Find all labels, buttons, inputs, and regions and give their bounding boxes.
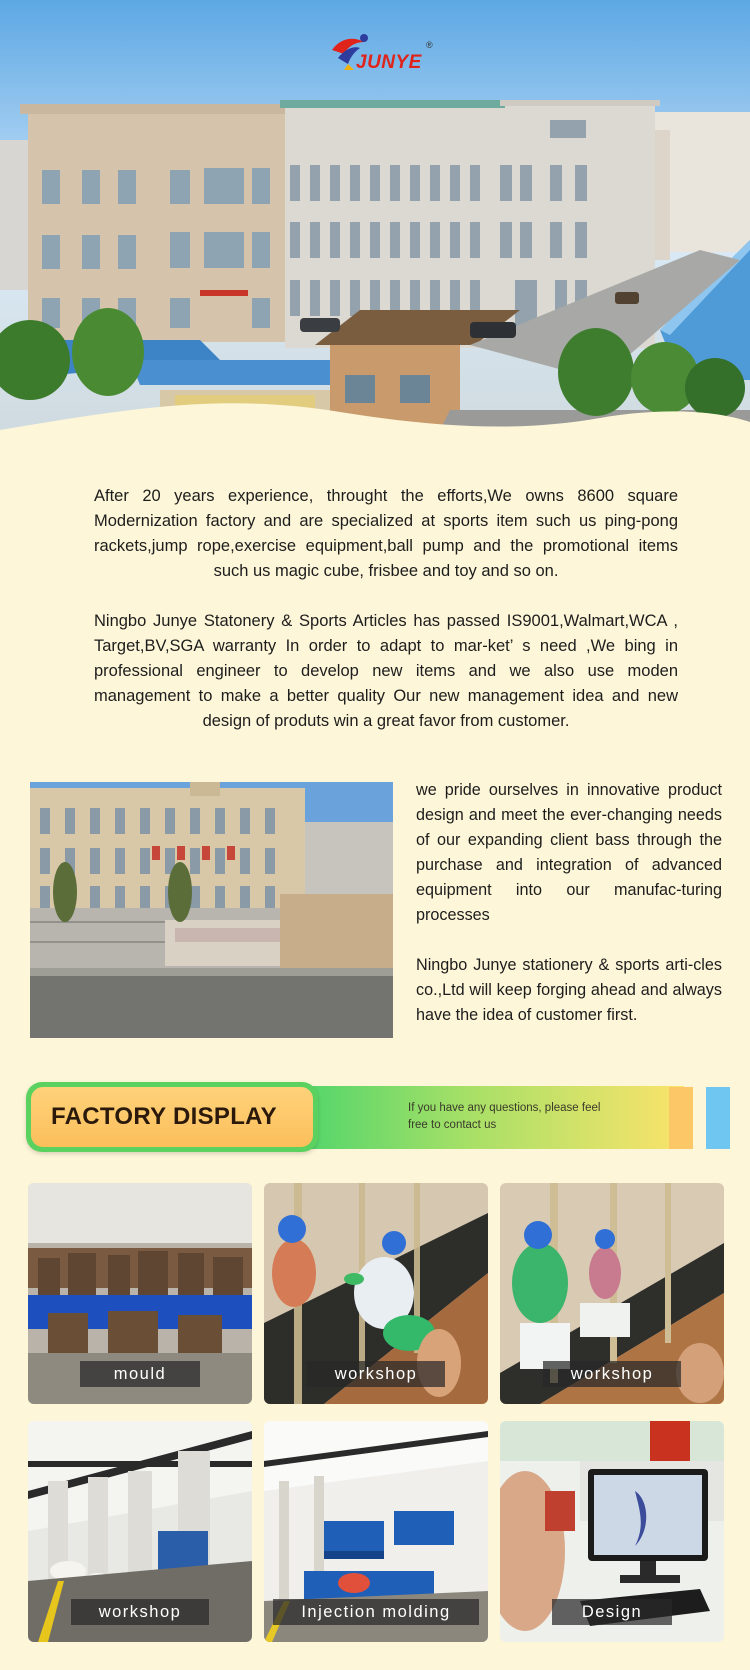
gallery-label: workshop (71, 1599, 210, 1625)
gallery-label: workshop (307, 1361, 446, 1387)
factory-display-banner (26, 1082, 732, 1154)
hero-banner (0, 0, 750, 450)
gallery-label: Injection molding (273, 1599, 478, 1625)
intro-paragraph-2: Ningbo Junye Statonery & Sports Articles has passed IS9001,Walmart,WCA , Target,BV,SGA warranty In order to adapt to mar-ket’ s need ,We bing in professional engineer to develop new items and we also use moden management to make a better quality Our new management idea and new design of produts win a great favor from customer. (94, 612, 678, 730)
about-paragraph-2: Ningbo Junye stationery & sports arti-cles co.,Ltd will keep forging ahead and always have the idea of customer first. (416, 956, 722, 1024)
gallery-tile-workshop-3 (28, 1421, 252, 1642)
gallery-tile-mould (28, 1183, 252, 1404)
gallery-tile-design (500, 1421, 724, 1642)
brand-name: JUNYE (356, 52, 422, 73)
intro-paragraph-1: After 20 years experience, throught the efforts,We owns 8600 square Modernization factory and are specialized at sports item such us ping-pong rackets,jump rope,exercise equipment,ball pump and the promotional items such us magic cube, frisbee and toy and so on. (94, 487, 678, 580)
factory-display-title: FACTORY DISPLAY (31, 1087, 313, 1147)
registered-mark: ® (426, 40, 433, 50)
gallery-label: Design (552, 1599, 672, 1625)
factory-display-title-box (26, 1082, 318, 1152)
contact-note: If you have any questions, please feel free to contact us (408, 1102, 601, 1131)
about-section (416, 778, 722, 1053)
gallery-tile-injection-molding (264, 1421, 488, 1642)
gallery-label: mould (80, 1361, 200, 1387)
blue-accent-bar (706, 1087, 730, 1149)
gallery-tile-workshop-2 (500, 1183, 724, 1404)
intro-section (94, 484, 678, 759)
about-paragraph-1: we pride ourselves in innovative product design and meet the ever-changing needs of our expanding client bass through the purchase and integration of advanced equipment into our manufac-turing processes (416, 781, 722, 924)
gallery-tile-workshop-1 (264, 1183, 488, 1404)
gallery-label: workshop (543, 1361, 682, 1387)
office-building-photo (30, 782, 393, 1038)
orange-accent-bar (669, 1087, 693, 1149)
